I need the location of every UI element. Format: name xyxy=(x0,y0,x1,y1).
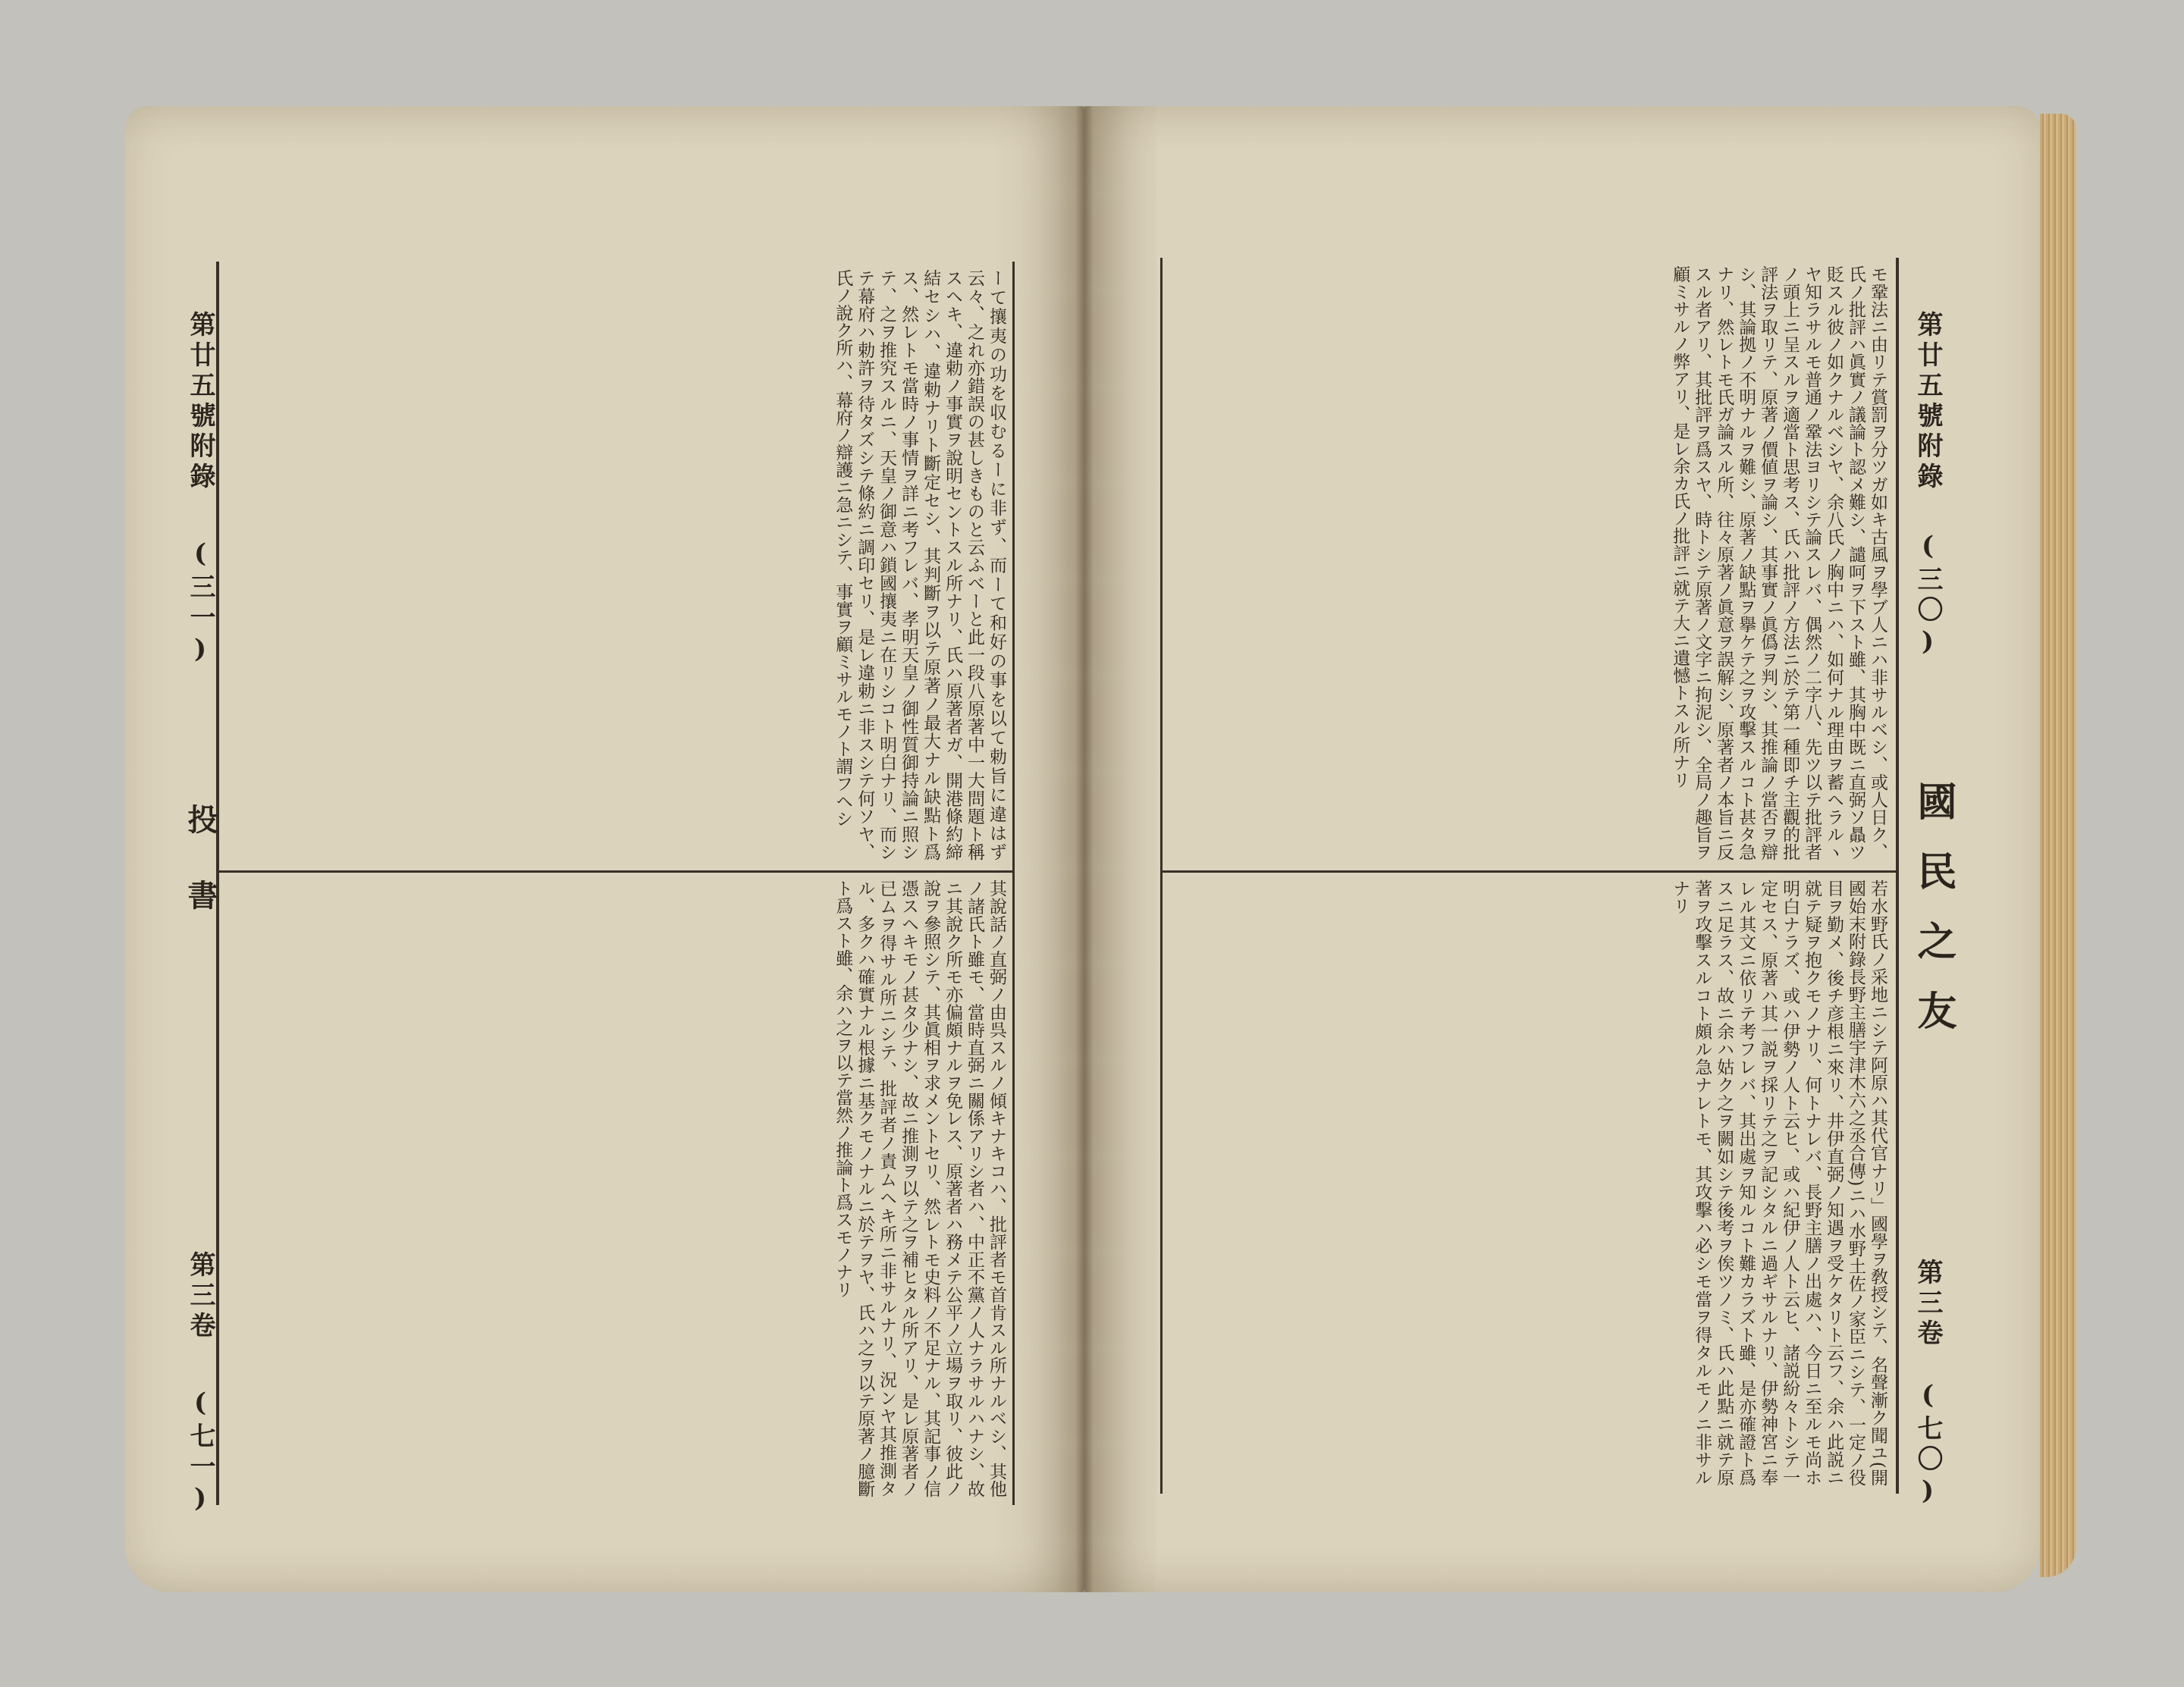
journal-title: 國民之友 xyxy=(1910,781,1956,1060)
right-frame-rule-right xyxy=(1896,258,1899,1494)
right-header-page-number: (三〇) xyxy=(1913,531,1943,661)
left-upper-text: ーて攘夷の功を収むるーに非ず、而ーて和好の事を以て勅旨に違はず云々、之れ亦錯誤の甚しきものと云ふべーと此一段八原著中一大問題ト稱スヘキ、違勅ノ事實ヲ說明セントスル所ナリ、氏ハ原著者ガ、開港條約締結セシハ、違勅ナリト斷定セシ、其判斷ヲ以テ原著ノ最大ナル缺點ト爲ス、然レトモ當時ノ事情ヲ詳ニ考フレバ、孝明天皇ノ御性質御持論ニ照シテ、之ヲ推究スルニ、天皇ノ御意ハ鎖國攘夷ニ在リシコト明白ナリ、而シテ幕府ハ勅許ヲ待タズシテ條約ニ調印セリ、是レ違勅ニ非スシテ何ソヤ、氏ノ說ク所ハ、幕府ノ辯護ニ急ニシテ、事實ヲ顧ミサルモノト謂フヘシ xyxy=(833,269,1006,861)
left-lower-text: 其說話ノ直弼ノ由呉スルノ傾キナキコハ、批評者モ首肯スル所ナルベシ、其他ノ諸氏ト雖モ、當時直弼ニ關係アリシ者ハ、中正不黨ノ人ナラサルハナシ、故ニ其說ク所モ亦偏頗ナルヲ免レス、原著者ハ務メテ公平ノ立場ヲ取リ、彼此ノ說ヲ參照シテ、其眞相ヲ求メントセリ、然レトモ史料ノ不足ナル、其記事ノ信憑スヘキモノ甚タ少ナシ、故ニ推測ヲ以テ之ヲ補ヒタル所アリ、是レ原著者ノ已ムヲ得サル所ニシテ、批評者ノ責ムヘキ所ニ非サルナリ、況ンヤ其推測タル、多クハ確實ナル根據ニ基クモノナルニ於テヲヤ、氏ハ之ヲ以テ原著ノ臆斷ト爲スト雖、余ハ之ヲ以テ當然ノ推論ト爲スモノナリ xyxy=(833,880,1006,1497)
page-edges xyxy=(2040,114,2076,1577)
right-folio: (七〇) xyxy=(1913,1380,1943,1510)
left-column-divider xyxy=(219,870,1012,873)
section-title: 投書 xyxy=(183,804,218,955)
left-volume: 第三卷 xyxy=(185,1251,215,1342)
right-volume: 第三卷 xyxy=(1913,1259,1943,1350)
right-lower-text: 若水野氏ノ采地ニシテ阿原ハ其代官ナリ」國學ヲ敎授シテ、名聲漸ク聞ユ(開國始末附錄長野主膳宇津木六之丞合傳)ニハ水野土佐ノ家臣ニシテ、一定ノ役目ヲ勤メ、後チ彦根ニ來リ、井伊直弼ノ知遇ヲ受ケタリト云フ、余ハ此説ニ就テ疑ヲ抱クモノナリ、何トナレバ、長野主膳ノ出處ハ、今日ニ至ルモ尚ホ明白ナラズ、或ハ伊勢ノ人ト云ヒ、或ハ紀伊ノ人ト云ヒ、諸説紛々トシテ一定セス、原著ハ其一説ヲ採リテ之ヲ記シタルニ過ギサルナリ、伊勢神宮ニ奉レル其文ニ依リテ考フレバ、其出處ヲ知ルコト難カラズト雖、是亦確證ト爲スニ足ラス、故ニ余ハ姑ク之ヲ闕如シテ後考ヲ俟ツノミ、氏ハ此點ニ就テ原著ヲ攻擊スルコト頗ル急ナレトモ、其攻擊ハ必シモ當ヲ得タルモノニ非サルナリ xyxy=(1670,880,1887,1486)
left-header-page-number: (三一) xyxy=(185,538,215,669)
right-upper-text: モ鞏法ニ由リテ賞罰ヲ分ツガ如キ古風ヲ學ブ人ニハ非サルベシ、或人日ク、氏ノ批評ハ眞實ノ議論ト認メ難シ、譴呵ヲ下スト雖、其胸中既ニ直弼ソ贔ツ貶スル彼ノ如クナルベシヤ、余八氏ノ胸中ニハ、如何ナル理由ヲ蓄ヘラルヽヤ知ラサルモ普通ノ鞏法ヨリシテ論スレバ、偶然ノ二字八、先ツ以テ批評者ノ頭上ニ呈スルヲ適當ト思考ス、氏ハ批評ノ方法ニ於テ第一種即チ主觀的批評法ヲ取リテ、原著ノ價値ヲ論シ、其事實ノ眞僞ヲ判シ、其推論ノ當否ヲ辯シ、其論拠ノ不明ナルヲ難シ、原著ノ缺點ヲ擧ケテ之ヲ攻擊スルコト甚タ急ナリ、然レトモ氏ガ論スル所、往々原著ノ眞意ヲ誤解シ、原著者ノ本旨ニ反スル者アリ、其批評ヲ爲スヤ、時トシテ原著ノ文字ニ拘泥シ、全局ノ趣旨ヲ顧ミサルノ弊アリ、是レ余カ氏ノ批評ニ就テ大ニ遺憾トスル所ナリ xyxy=(1670,265,1887,861)
right-frame-rule-left xyxy=(1160,258,1163,1494)
right-section-header: 第廿五號附錄 xyxy=(1913,311,1943,493)
left-section-header: 第廿五號附錄 xyxy=(185,311,215,493)
left-frame-rule-right xyxy=(1012,262,1015,1505)
right-column-divider xyxy=(1160,870,1899,873)
left-folio: (七一) xyxy=(185,1388,215,1518)
book-spine xyxy=(1075,106,1094,1592)
